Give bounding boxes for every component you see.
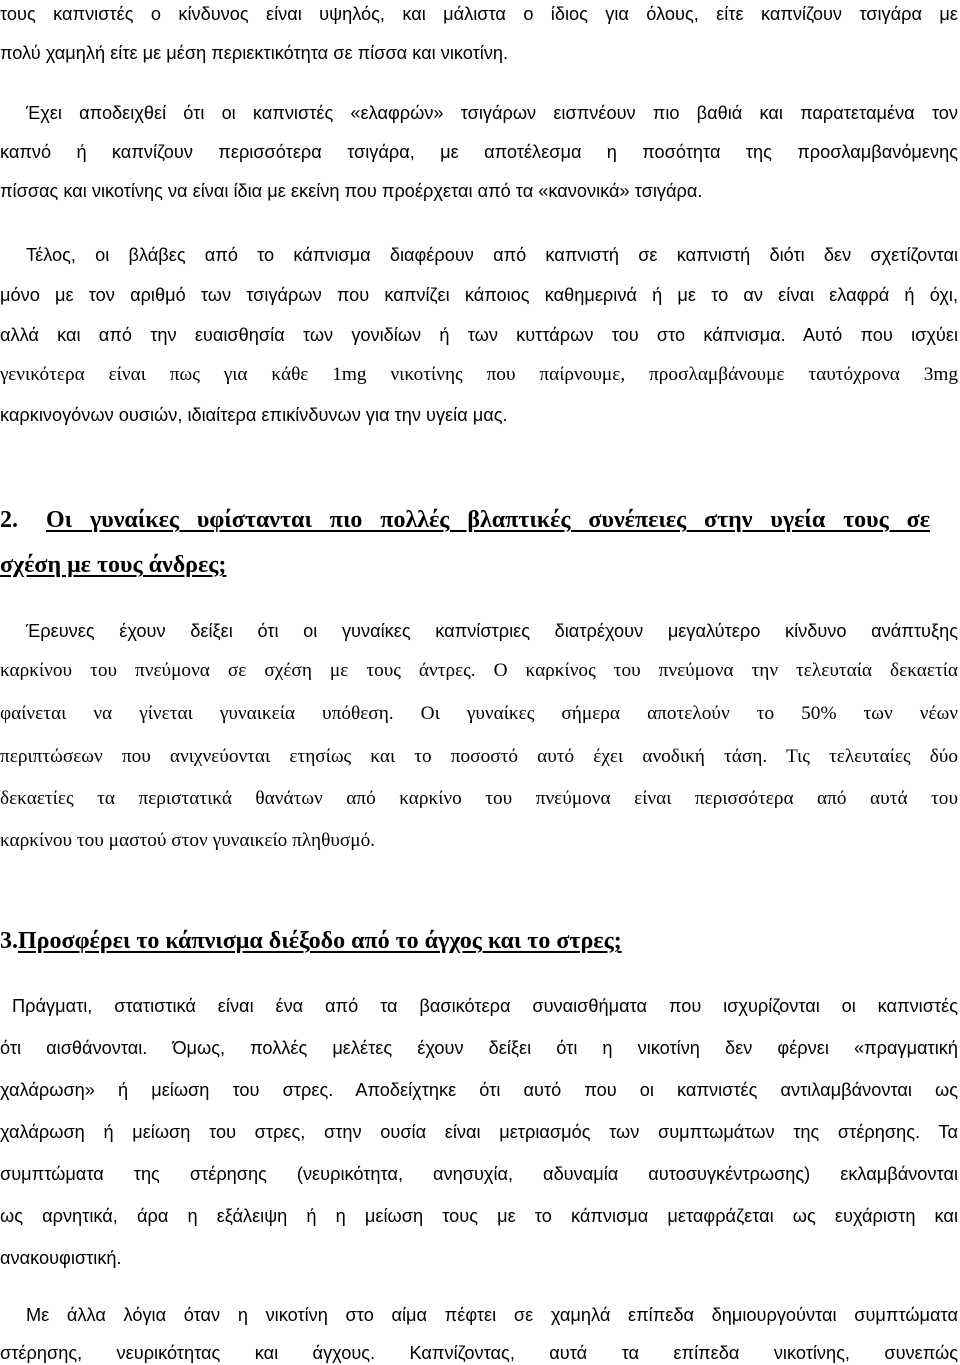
section-2-title-part-2: σχέση με τους άνδρες; xyxy=(0,552,227,578)
section-3-paragraph-2-line-1: Με άλλα λόγια όταν η νικοτίνη στο αίμα πέφτει σε χαμηλά επίπεδα δημιουργούνται συμπτώματα xyxy=(26,1305,958,1325)
section-3-paragraph-2-line-2: στέρησης, νευρικότητας και άγχους. Καπνίζοντας, αυτά τα επίπεδα νικοτίνης, συνεπώς xyxy=(0,1343,958,1363)
section-2-line-6: καρκίνου του μαστού στον γυναικείο πληθυσμό. xyxy=(0,830,376,851)
section-3-line-5: συμπτώματα της στέρησης (νευρικότητα, ανησυχία, αδυναμία αυτοσυγκέντρωσης) εκλαμβάνονται xyxy=(0,1164,958,1184)
section-3-line-4: χαλάρωση ή μείωση του στρες, στην ουσία είναι μετριασμός των συμπτωμάτων της στέρησης. Τα xyxy=(0,1122,958,1142)
paragraph-3-line-1: Τέλος, οι βλάβες από το κάπνισμα διαφέρουν από καπνιστή σε καπνιστή διότι δεν σχετίζονται xyxy=(26,245,958,265)
section-3-title: Προσφέρει το κάπνισμα διέξοδο από το άγχος και το στρες; xyxy=(18,928,622,954)
section-2-heading-line-2 xyxy=(0,550,226,580)
section-2-line-5: δεκαετίες τα περιστατικά θανάτων από καρκίνο του πνεύμονα είναι περισσότερα από αυτά του xyxy=(0,788,958,809)
paragraph-3-line-4: γενικότερα είναι πως για κάθε 1mg νικοτίνης που παίρνουμε, προσλαμβάνουμε ταυτόχρονα 3mg xyxy=(0,364,958,385)
paragraph-3-line-5: καρκινογόνων ουσιών, ιδιαίτερα επικίνδυνων για την υγεία μας. xyxy=(0,405,508,425)
section-3-line-3: χαλάρωση» ή μείωση του στρες. Αποδείχτηκε ότι αυτό που οι καπνιστές αντιλαμβάνονται ως xyxy=(0,1080,958,1100)
section-3-line-2: ότι αισθάνονται. Όμως, πολλές μελέτες έχουν δείξει ότι η νικοτίνη δεν φέρνει «πραγματική xyxy=(0,1038,958,1058)
section-3-line-1: Πράγματι, στατιστικά είναι ένα από τα βασικότερα συναισθήματα που ισχυρίζονται οι καπνιστές xyxy=(12,996,958,1016)
section-3-line-7: ανακουφιστική. xyxy=(0,1248,122,1268)
section-2-title-part-1: Οι γυναίκες υφίστανται πιο πολλές βλαπτικές συνέπειες στην υγεία τους σε xyxy=(46,507,930,533)
section-2-line-3: φαίνεται να γίνεται γυναικεία υπόθεση. Οι γυναίκες σήμερα αποτελούν το 50% των νέων xyxy=(0,703,958,724)
section-2-line-4: περιπτώσεων που ανιχνεύονται ετησίως και το ποσοστό αυτό έχει ανοδική τάση. Τις τελευταίες δύο xyxy=(0,746,958,767)
paragraph-2-line-3: πίσσας και νικοτίνης να είναι ίδια με εκείνη που προέρχεται από τα «κανονικά» τσιγάρα. xyxy=(0,181,703,201)
paragraph-3-line-2: μόνο με τον αριθμό των τσιγάρων που καπνίζει κάποιος καθημερινά ή με το αν είναι ελαφρά ή όχι, xyxy=(0,285,958,305)
section-3-number: 3. xyxy=(0,928,18,954)
paragraph-1-line-2: πολύ χαμηλή είτε με μέση περιεκτικότητα σε πίσσα και νικοτίνη. xyxy=(0,43,509,63)
paragraph-3-line-3: αλλά και από την ευαισθησία των γονιδίων ή των κυττάρων του στο κάπνισμα. Αυτό που ισχύει xyxy=(0,325,958,345)
paragraph-1-line-1: τους καπνιστές ο κίνδυνος είναι υψηλός, και μάλιστα ο ίδιος για όλους, είτε καπνίζουν τσιγάρα με xyxy=(0,4,958,24)
section-2-heading-line-1 xyxy=(0,505,930,535)
section-2-line-1: Έρευνες έχουν δείξει ότι οι γυναίκες καπνίστριες διατρέχουν μεγαλύτερο κίνδυνο ανάπτυξης xyxy=(26,621,958,641)
paragraph-2-line-1: Έχει αποδειχθεί ότι οι καπνιστές «ελαφρών» τσιγάρων εισπνέουν πιο βαθιά και παρατεταμένα τον xyxy=(26,103,958,123)
paragraph-2-line-2: καπνό ή καπνίζουν περισσότερα τσιγάρα, με αποτέλεσμα η ποσότητα της προσλαμβανόμενης xyxy=(0,142,958,162)
section-3-line-6: ως αρνητικά, άρα η εξάλειψη ή η μείωση τους με το κάπνισμα μεταφράζεται ως ευχάριστη και xyxy=(0,1206,958,1226)
section-2-line-2: καρκίνου του πνεύμονα σε σχέση με τους άντρες. Ο καρκίνος του πνεύμονα την τελευταία δεκαετία xyxy=(0,660,958,681)
section-2-number: 2. xyxy=(0,507,18,533)
section-3-heading xyxy=(0,926,622,956)
